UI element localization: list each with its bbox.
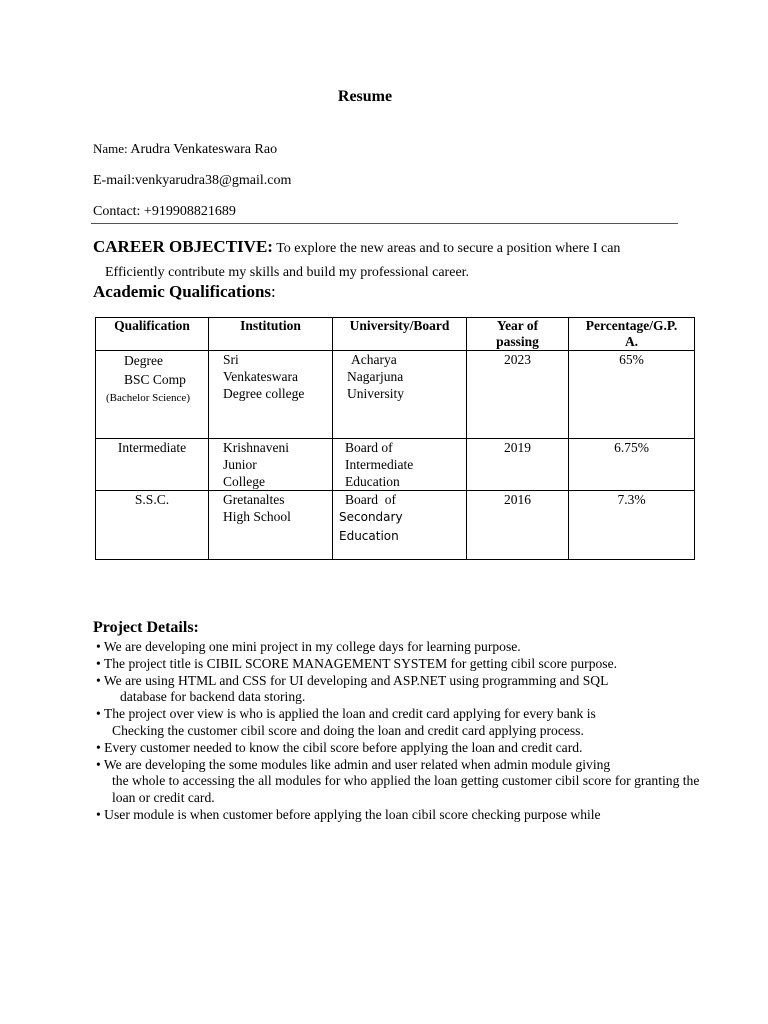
header-year-line1: Year of (496, 318, 539, 333)
cell-text: Gretanaltes (223, 492, 285, 507)
header-year-line2: passing (496, 334, 539, 349)
email-line: E-mail:venkyarudra38@gmail.com (93, 173, 292, 188)
cell-text: Degree (124, 353, 163, 368)
academic-heading (93, 282, 276, 302)
list-item-text: We are developing one mini project in my college days for learning purpose. (103, 639, 521, 654)
cell-percentage: 6.75% (569, 439, 695, 491)
cell-text: Education (339, 529, 399, 543)
bullet-icon: • (96, 639, 101, 654)
header-qualification: Qualification (96, 318, 209, 351)
cell-text: Education (345, 474, 400, 489)
list-item (96, 757, 706, 807)
bullet-icon: • (96, 655, 101, 671)
contact-line: Contact: +919908821689 (93, 204, 236, 219)
cell-text: College (223, 474, 265, 489)
cell-year: 2023 (467, 351, 569, 439)
list-item (96, 706, 706, 740)
academic-heading-text: Academic Qualifications (93, 282, 272, 301)
list-item-text-cont: the whole to accessing the all modules for who applied the loan getting customer cibil score for granting the loan or credit card. (112, 773, 700, 806)
header-percentage-line2: A. (624, 334, 639, 349)
cell-text: Acharya (351, 352, 397, 367)
header-percentage-line1: Percentage/G.P. (585, 318, 678, 333)
list-item (96, 807, 706, 824)
cell-text: BSC Comp (124, 372, 186, 387)
table-row (96, 491, 695, 560)
cell-text: Junior (223, 457, 257, 472)
career-objective-heading: CAREER OBJECTIVE: (93, 237, 273, 256)
cell-text: Sri (223, 352, 239, 367)
cell-year: 2019 (467, 439, 569, 491)
cell-text: Degree college (223, 386, 305, 401)
cell-institution (209, 439, 333, 491)
career-objective (93, 236, 693, 284)
bullet-icon: • (96, 706, 101, 722)
cell-university (333, 491, 467, 560)
header-university: University/Board (333, 318, 467, 351)
table-row (96, 439, 695, 491)
list-item-text-cont: Checking the customer cibil score and doing the loan and credit card applying process. (112, 722, 584, 738)
academic-heading-colon: : (271, 282, 276, 301)
cell-text: High School (223, 509, 291, 524)
cell-qualification (96, 351, 209, 439)
cell-institution (209, 351, 333, 439)
cell-text: (Bachelor Science) (106, 392, 190, 404)
bullet-icon: • (96, 756, 101, 772)
cell-qualification: S.S.C. (96, 491, 209, 560)
header-divider (91, 223, 678, 224)
list-item-text: Every customer needed to know the cibil score before applying the loan and credit card. (104, 739, 583, 755)
header-percentage (569, 318, 695, 351)
cell-text: Venkateswara (223, 369, 298, 384)
cell-text: Secondary (339, 510, 403, 524)
list-item (96, 740, 706, 757)
bullet-icon: • (96, 672, 101, 688)
name-value: Arudra Venkateswara Rao (130, 142, 278, 157)
project-heading: Project Details: (93, 619, 199, 636)
list-item (96, 639, 706, 656)
bullet-icon: • (96, 806, 101, 822)
name-line (93, 140, 277, 159)
cell-percentage: 65% (569, 351, 695, 439)
header-institution: Institution (209, 318, 333, 351)
cell-text: University (347, 386, 404, 401)
name-label: Name: (93, 141, 128, 156)
list-item-text: We are developing the some modules like admin and user related when admin module giving (103, 756, 611, 772)
cell-text: Intermediate (345, 457, 414, 472)
qualifications-table (95, 317, 695, 560)
bullet-icon: • (96, 739, 101, 755)
cell-percentage: 7.3% (569, 491, 695, 560)
list-item-text: We are using HTML and CSS for UI developing and ASP.NET using programming and SQL (103, 672, 609, 688)
list-item (96, 656, 706, 673)
cell-text: Board of (345, 440, 393, 455)
cell-university (333, 351, 467, 439)
career-objective-text-cont: Efficiently contribute my skills and build my professional career. (105, 265, 470, 280)
cell-year: 2016 (467, 491, 569, 560)
career-objective-text: To explore the new areas and to secure a position where I can (276, 241, 621, 256)
resume-title: Resume (337, 88, 393, 105)
list-item-text: The project over view is who is applied the loan and credit card applying for every bank is (103, 706, 596, 722)
cell-text: Board of (345, 492, 396, 507)
table-header-row (96, 318, 695, 351)
project-list (96, 639, 706, 824)
cell-text: Nagarjuna (347, 369, 404, 384)
cell-qualification: Intermediate (96, 439, 209, 491)
table-row (96, 351, 695, 439)
cell-institution (209, 491, 333, 560)
list-item-text-cont: database for backend data storing. (120, 689, 306, 705)
list-item (96, 673, 706, 707)
cell-text: Krishnaveni (223, 440, 289, 455)
header-year (467, 318, 569, 351)
list-item-text: The project title is CIBIL SCORE MANAGEMENT SYSTEM for getting cibil score purpose. (103, 655, 618, 671)
list-item-text: User module is when customer before applying the loan cibil score checking purpose while (104, 806, 601, 822)
cell-university (333, 439, 467, 491)
